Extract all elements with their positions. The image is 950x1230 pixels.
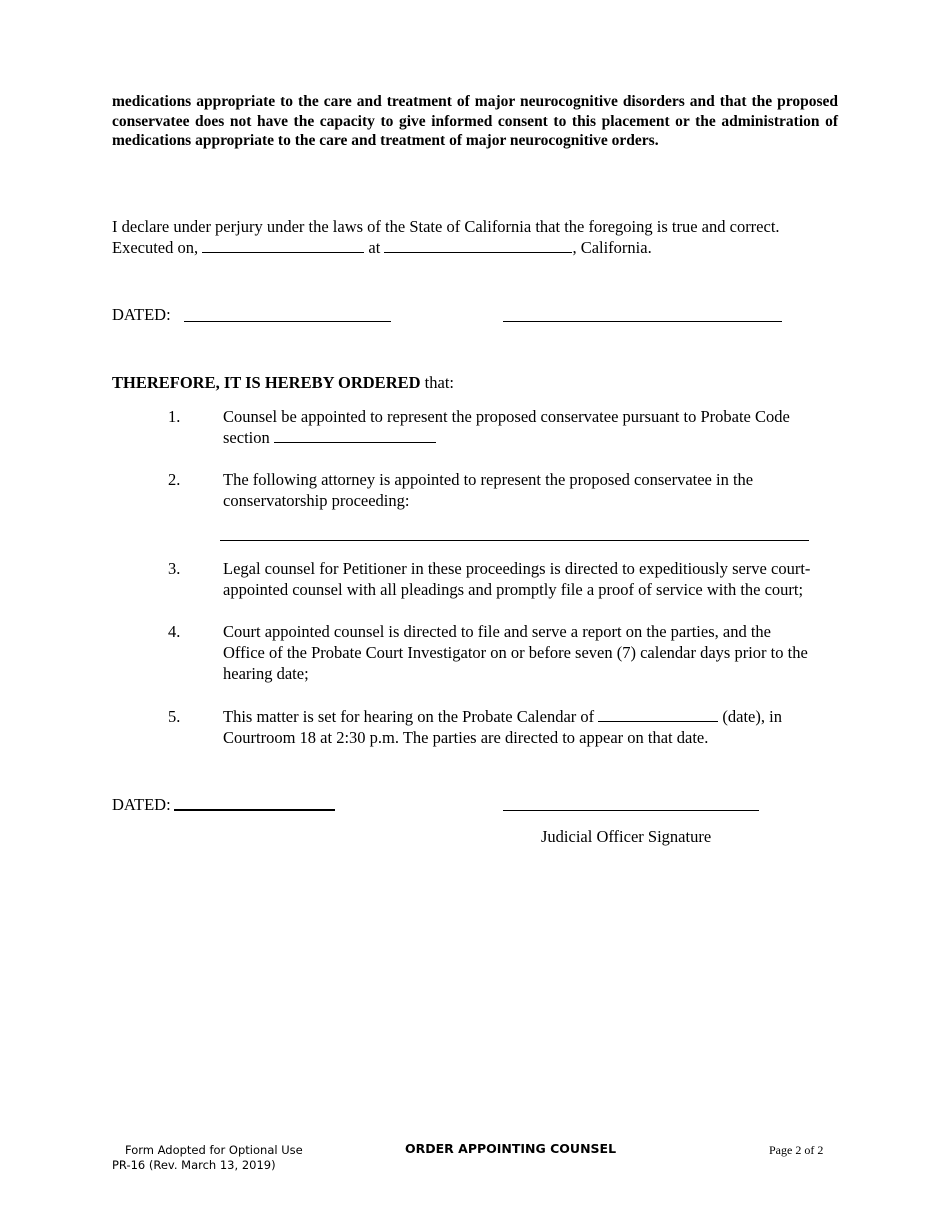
item-number-5: 5. [168, 707, 181, 726]
item-4-line-3: hearing date; [223, 664, 309, 683]
item-number-1: 1. [168, 407, 181, 426]
executed-place-blank[interactable] [384, 238, 572, 253]
item-number-3: 3. [168, 559, 181, 578]
item-4-line-1: Court appointed counsel is directed to file and serve a report on the parties, and the [223, 622, 771, 641]
at-label: at [368, 238, 381, 257]
item-number-4: 4. [168, 622, 181, 641]
hearing-date-blank[interactable] [598, 707, 718, 722]
executed-line [112, 237, 652, 258]
state-label: , California. [572, 238, 652, 257]
item-1-line-1: Counsel be appointed to represent the proposed conservatee pursuant to Probate Code [223, 407, 790, 426]
perjury-line: I declare under perjury under the laws of the State of California that the foregoing is true and correct. [112, 217, 780, 236]
dated-blank-1[interactable] [184, 321, 391, 322]
item-2-line-2: conservatorship proceeding: [223, 491, 410, 510]
footer-form-number: PR-16 (Rev. March 13, 2019) [112, 1158, 276, 1172]
footer-page-number: Page 2 of 2 [769, 1143, 824, 1157]
section-label: section [223, 428, 270, 447]
item-number-2: 2. [168, 470, 181, 489]
dated-label-2: DATED: [112, 795, 171, 814]
executed-label: Executed on, [112, 238, 199, 257]
declarant-signature-line[interactable] [503, 321, 782, 322]
order-heading-rest: that: [420, 373, 454, 392]
footer-form-note: Form Adopted for Optional Use [125, 1143, 303, 1157]
executed-date-blank[interactable] [202, 238, 364, 253]
item-5-line-2: Courtroom 18 at 2:30 p.m. The parties are directed to appear on that date. [223, 728, 709, 747]
perjury-declaration [112, 216, 838, 237]
attorney-name-line[interactable] [220, 540, 809, 541]
section-blank[interactable] [274, 428, 436, 443]
item-4-line-2: Office of the Probate Court Investigator on or before seven (7) calendar days prior to the [223, 643, 808, 662]
item-1-line-2 [223, 427, 436, 448]
item-2-line-1: The following attorney is appointed to represent the proposed conservatee in the [223, 470, 754, 489]
order-heading-bold: THEREFORE, IT IS HEREBY ORDERED [112, 373, 421, 392]
footer-title: ORDER APPOINTING COUNSEL [405, 1141, 617, 1156]
judicial-signature-line[interactable] [503, 810, 759, 811]
date-suffix: (date), in [722, 707, 782, 726]
declaration-continuation: medications appropriate to the care and treatment of major neurocognitive disorders and that the proposed conservatee does not have the capacity to give informed consent to this placement or the administration of medications appropriate to the care and treatment of major neurocognitive orders. [112, 93, 838, 149]
judicial-signature-caption: Judicial Officer Signature [541, 827, 712, 846]
dated-label-1: DATED: [112, 305, 171, 324]
hearing-text: This matter is set for hearing on the Probate Calendar of [223, 707, 595, 726]
item-3-line-2: appointed counsel with all pleadings and promptly file a proof of service with the court; [223, 580, 804, 599]
dated-blank-2[interactable] [174, 809, 335, 811]
item-5-line-1 [223, 706, 782, 727]
item-3-line-1: Legal counsel for Petitioner in these proceedings is directed to expeditiously serve court- [223, 559, 811, 578]
order-heading [112, 372, 454, 393]
